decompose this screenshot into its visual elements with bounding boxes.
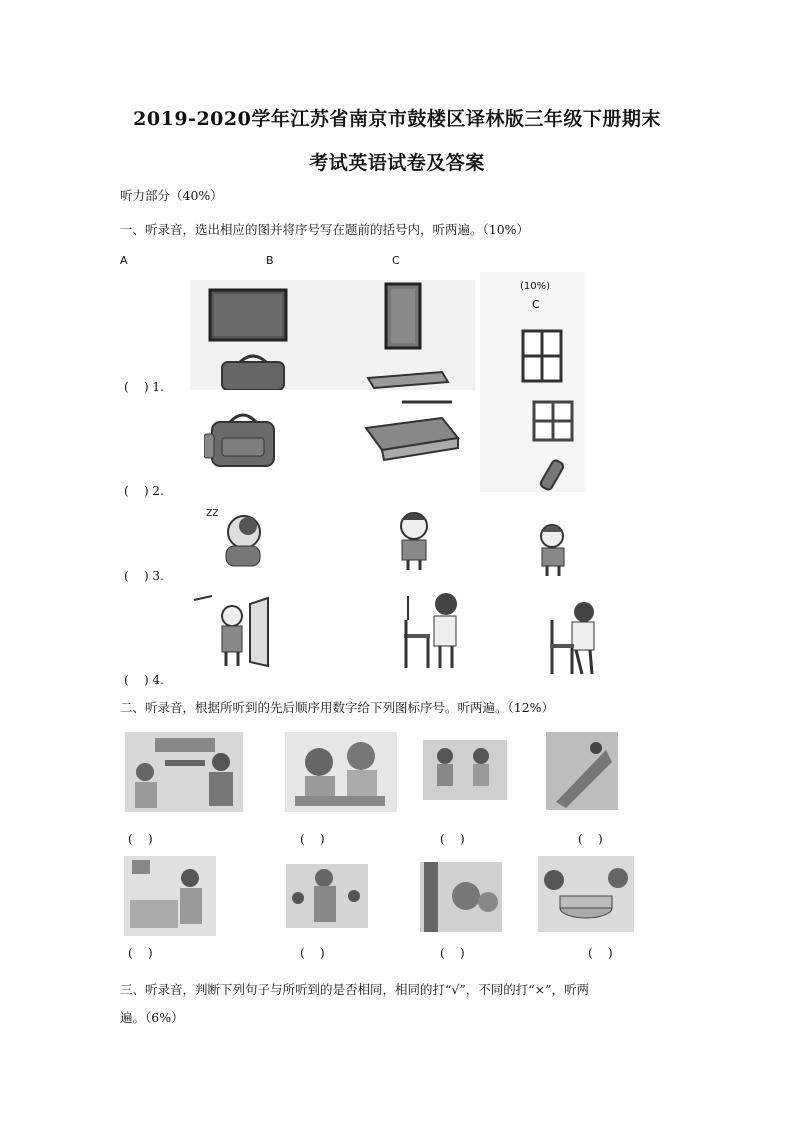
col-label-a: A <box>120 254 128 267</box>
bedroom-scene-icon <box>124 856 216 936</box>
section1-instruction: 一、听录音，选出相应的图并将序号写在题前的括号内，听两遍。（10%） <box>120 222 530 237</box>
two-girls-reading-icon <box>285 732 397 812</box>
stand-up-icon <box>400 590 466 672</box>
s2-row1-bracket-4[interactable]: ( ) <box>578 832 603 846</box>
animals-tree-icon <box>420 862 502 932</box>
farmer-kids-icon <box>286 864 368 928</box>
page-title-line2: 考试英语试卷及答案 <box>309 152 485 174</box>
col-label-c: C <box>392 254 400 267</box>
pencil-box-icon <box>362 398 462 470</box>
listening-part-label: 听力部分（40%） <box>120 188 223 203</box>
blackboard-icon <box>208 288 288 346</box>
section3-instruction-line2: 遍。（6%） <box>120 1010 184 1025</box>
scan-fragment-percent: (10%) <box>520 281 551 292</box>
s2-row1-bracket-3[interactable]: ( ) <box>440 832 465 846</box>
s2-row2-bracket-4[interactable]: ( ) <box>588 946 613 960</box>
window-icon <box>520 328 566 386</box>
sit-down-icon <box>546 600 602 678</box>
s2-row1-bracket-1[interactable]: ( ) <box>128 832 153 846</box>
classroom-scene-icon <box>125 732 243 812</box>
door-icon <box>384 282 424 352</box>
s2-row1-bracket-2[interactable]: ( ) <box>300 832 325 846</box>
schoolbag-partial-icon <box>216 352 290 390</box>
two-kids-park-icon <box>423 740 507 800</box>
pencil-box-partial-icon <box>364 370 450 390</box>
col-label-b: B <box>266 254 274 267</box>
crying-girl-icon <box>392 510 438 572</box>
sleeping-girl-icon <box>204 502 270 572</box>
svg-text:zz: zz <box>206 505 219 519</box>
torch-icon <box>536 456 570 496</box>
q3-answer-bracket[interactable]: ( ) 3. <box>124 569 164 583</box>
q4-answer-bracket[interactable]: ( ) 4. <box>124 673 164 687</box>
window-partial-icon <box>532 400 576 444</box>
s2-row2-bracket-3[interactable]: ( ) <box>440 946 465 960</box>
q2-answer-bracket[interactable]: ( ) 2. <box>124 484 164 498</box>
girl-icon <box>534 522 574 578</box>
s2-row2-bracket-1[interactable]: ( ) <box>128 946 153 960</box>
schoolbag-icon <box>204 408 284 470</box>
q1-answer-bracket[interactable]: ( ) 1. <box>124 380 164 394</box>
open-door-icon <box>192 590 278 670</box>
tree-bird-icon <box>546 732 618 810</box>
s2-row2-bracket-2[interactable]: ( ) <box>300 946 325 960</box>
section2-instruction: 二、听录音，根据所听到的先后顺序用数字给下列图标序号。听两遍。（12%） <box>120 700 555 715</box>
scan-fragment-c-label: C <box>532 298 540 311</box>
birthday-cake-icon <box>538 856 634 932</box>
page-title-line1: 2019-2020学年江苏省南京市鼓楼区译林版三年级下册期末 <box>133 108 661 130</box>
section3-instruction-line1: 三、听录音，判断下列句子与所听到的是否相同，相同的打“√”，不同的打“×”，听两 <box>120 982 590 997</box>
